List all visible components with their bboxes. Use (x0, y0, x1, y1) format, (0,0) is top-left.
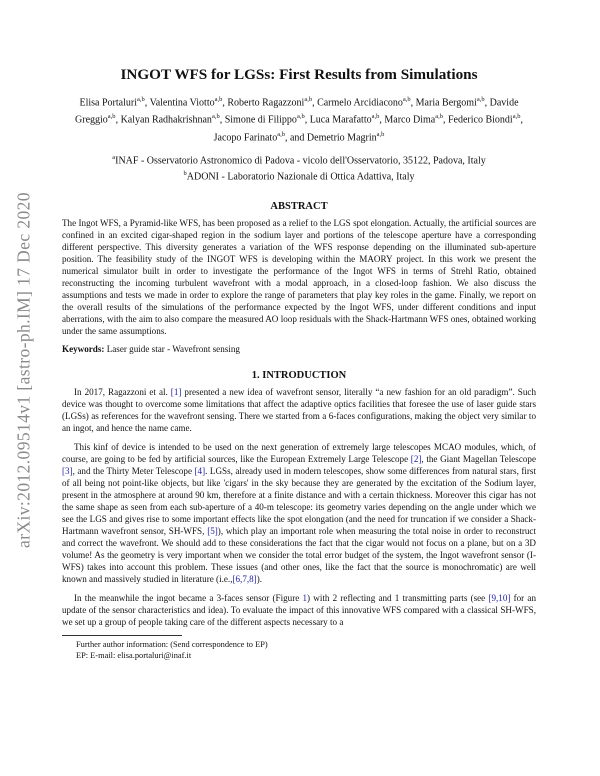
author-affiliation-mark: a,b (107, 113, 116, 121)
affiliation-text: INAF - Osservatorio Astronomico di Padova - vicolo dell'Osservatorio, 35122, Padova, Italy (115, 155, 486, 167)
citation-link[interactable]: [1] (170, 386, 182, 397)
author-name: Luca Marafatto (309, 114, 372, 126)
citation-link[interactable]: [9,10] (488, 592, 511, 603)
arxiv-identifier: arXiv:2012.09514v1 [astro-ph.IM] 17 Dec 2020 (13, 192, 34, 548)
author-affiliation-mark: a,b (136, 96, 145, 103)
author-name: Davide Greggio (75, 97, 519, 126)
author-affiliation-mark: a,b (476, 96, 485, 103)
author-affiliation-mark: a,b (214, 96, 223, 103)
keywords-label: Keywords: (62, 343, 105, 354)
paragraph-text: This kinf of device is intended to be used on the next generation of extremely large telescopes MCAO modules, which, of course, are going to be fed by artificial sources, like the European Extremely Large Telescope (62, 441, 536, 464)
keywords-line (62, 343, 536, 355)
author-name: Maria Bergomi (415, 97, 477, 109)
paragraph-text: for an update of the sensor characteristics and idea). To evaluate the impact of this innovative WFS compared with a classical SH-WFS, we set up a group of people taking care of the different aspects necessary to a (62, 592, 537, 627)
author-name: Simone di Filippo (224, 114, 297, 126)
citation-link[interactable]: [2] (410, 453, 422, 464)
citation-link[interactable]: [6,7,8] (232, 573, 257, 584)
keywords-text: Laser guide star - Wavefront sensing (106, 343, 240, 354)
author-name: Carmelo Arcidiacono (317, 97, 403, 109)
author-affiliation-mark: a,b (296, 113, 305, 121)
author-affiliation-mark: a,b (211, 113, 220, 121)
citation-link[interactable]: 1 (302, 592, 308, 603)
citation-link[interactable]: [5] (207, 525, 218, 536)
author-affiliation-mark: a,b (277, 130, 285, 138)
citation-link[interactable]: [4] (194, 465, 206, 476)
footnote-author-info: Further author information: (Send correspondence to EP) (76, 639, 268, 649)
abstract-text: The Ingot WFS, a Pyramid-like WFS, has been proposed as a relief to the LGS spot elongation. Actually, the artificial sources are confined in an excited cigar-shaped region in the sodium layer and portions of the telescope aperture have a corresponding different perspective. This diversity generates a variation of the WFS response depending on the illuminated sub-aperture position. The feasibility study of the INGOT WFS is developing within the MAORY project. In this work we present the numerical simulator built in order to investigate the performance of the Ingot WFS in terms of Strehl Ratio, obtained reconstructing the incoming turbulent wavefront with a modal approach, in a closed-loop fashion. We also discuss the assumptions and tests we made in order to explore the range of parameters that play key roles in the game. Finally, we report on the overall results of the simulations of the performance expected by the Ingot WFS, under different conditions and input aberrations, with the aim to also compare the measured AO loop residuals with the Shack-Hartmann WFS ones, obtained working under the same assumptions. (62, 217, 536, 336)
author-list: Elisa Portaluri$^{a,b}$, Valentina Viotto$^{a,b}$, Roberto Ragazzoni$^{a,b}$, Carmelo Arcidiacono$^{a,b}$, Maria Bergomi$^{a,b}$, Davide Greggio$^{a,b}$, Kalyan Radhakrishnan$^{a,b}$, Simone di Filippo$^{a,b}$, Luca Marafatto$^{a,b}$, Marco Dima$^{a,b}$, Federico Biondi$^{a,b}$, Jacopo Farinato$^{a,b}$, and Demetrio Magrin$^{a,b}$ (75, 96, 523, 143)
author-affiliation-mark: a,b (376, 130, 385, 138)
intro-paragraph-3 (62, 592, 536, 628)
author-name: Kalyan Radhakrishnan (120, 114, 212, 126)
abstract-heading: ABSTRACT (270, 200, 328, 212)
author-name: Jacopo Farinato (213, 131, 278, 143)
author-name: Federico Biondi (447, 114, 513, 126)
author-affiliation-mark: a,b (512, 113, 521, 121)
author-affiliation-mark: a,b (304, 96, 313, 103)
author-name: Roberto Ragazzoni (227, 97, 305, 109)
footnote-divider (62, 635, 182, 636)
footnote-email: EP: E-mail: elisa.portaluri@inaf.it (76, 650, 192, 660)
arxiv-identifier-sidebar (6, 160, 42, 580)
author-affiliation-mark: a,b (402, 96, 411, 103)
paragraph-text: . LGSs, already used in modern telescopes, show some differences from natural stars, first of all being not point-like objects, but like 'cigars' in the sky because they are generated by the excitation of the Sodium layer, present in the atmosphere at around 90 km, therefore at a finite distance and with a certain thickness. Moreover this cigar has not the same shape as seen from each sub-aperture of a 40-m telescope: its geometry varies depending on the angle under which we see the LGS and gives rise to some important effects like the spot elongation (and the need for truncation if we consider a Shack-Hartmann wavefront sensor, SH-WFS, (62, 465, 536, 536)
paragraph-text: presented a new idea of wavefront sensor, literally “a new fashion for an old paradigm”. Such device was thought to overcome some limitations that affect the adaptive optics facilities that foresee the use of laser guide stars (LGSs) as references for the wavefront sensing. There we started from a 6-faces configurations, making the object very similar to an ingot, and hence the name came. (62, 386, 536, 433)
paper-page (62, 66, 536, 661)
affiliation-mark: b (183, 170, 187, 178)
intro-paragraph-1 (62, 386, 536, 434)
affiliation-text: ADONI - Laboratorio Nazionale di Ottica Adattiva, Italy (186, 171, 415, 183)
paragraph-text: In the meanwhile the ingot became a 3-faces sensor (Figure (74, 592, 303, 603)
author-name: Elisa Portaluri (79, 97, 137, 109)
paragraph-text: ), which play an important role when measuring the total noise in order to reconstruct and correct the wavefront. We should add to these considerations the fact that the cigar would not focus on a plane, but on a 3D volume! As the geometry is very important when we consider the total error budget of the system, the Ingot wavefront sensor (I-WFS) takes into account this problem. These issues (and other ones, like the fact that the source is monochromatic) are well known and massively studied in literature (i.e., (62, 525, 536, 584)
paragraph-text: , the Giant Magellan Telescope (421, 453, 536, 464)
affiliation-list (62, 151, 536, 184)
author-affiliation-mark: a,b (371, 113, 380, 121)
affiliation-line (62, 151, 536, 167)
paragraph-text: In 2017, Ragazzoni et al. (74, 386, 171, 397)
author-affiliation-mark: a,b (435, 113, 443, 121)
author-name: Valentina Viotto (149, 97, 215, 109)
paragraph-text: ) with 2 reflecting and 1 transmitting parts (see (307, 592, 489, 603)
section-heading-introduction: 1. INTRODUCTION (251, 369, 347, 381)
author-name: Marco Dima (384, 114, 436, 126)
paper-title: INGOT WFS for LGSs: First Results from Simulations (120, 66, 478, 83)
author-name: Demetrio Magrin (306, 131, 377, 143)
paragraph-text: , and the Thirty Meter Telescope (72, 465, 195, 476)
affiliation-line (62, 167, 536, 183)
intro-paragraph-2 (62, 441, 536, 585)
affiliation-mark: a (112, 153, 116, 161)
paragraph-text: ). (256, 573, 263, 584)
citation-link[interactable]: [3] (62, 465, 73, 476)
